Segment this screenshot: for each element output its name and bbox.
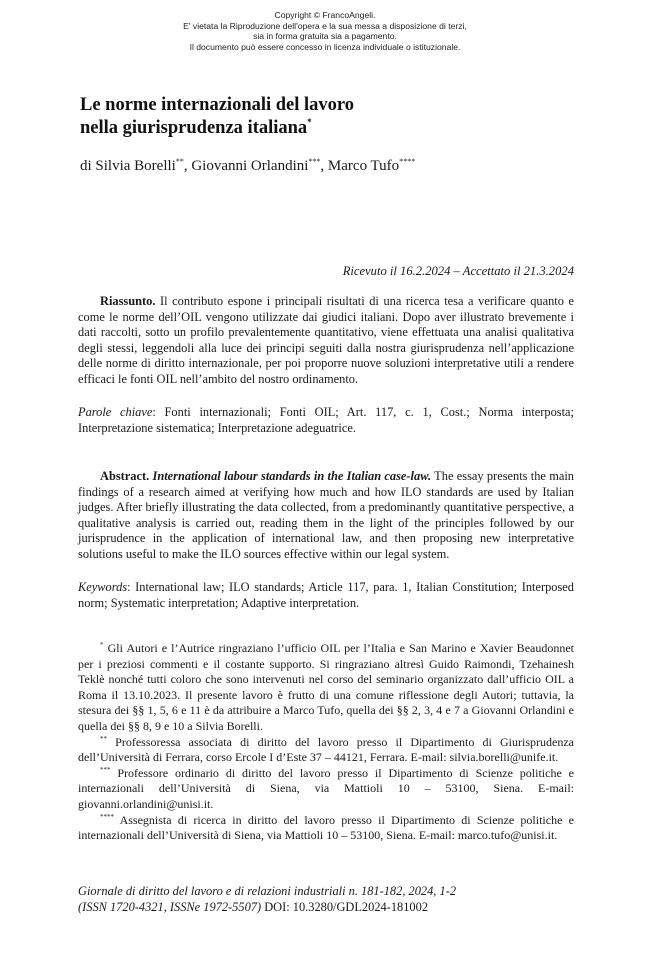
journal-identifiers <box>78 899 578 915</box>
riassunto-text: Il contributo espone i principali risultati di una ricerca tesa a verificare quanto e come le norme dell’OIL vengono utilizzate dai giudici italiani. Dopo aver illustrato brevemente i dati raccolti, sotto un profilo prevalentemente quantitativo, viene effettuata una analisi qualitativa degli stessi, leggendoli alla luce dei principi seguiti dalla nostra giurisprudenza nell’applicazione delle norme di diritto internazionale, per poi proporre nuove soluzioni interpretative utili a rendere efficaci le fonti OIL nell’ambito del nostro ordinamento. <box>78 294 574 386</box>
parole-chiave-paragraph <box>78 405 574 436</box>
title-footnote-mark[interactable]: * <box>307 117 312 127</box>
footnote-mark: **** <box>100 812 114 821</box>
footnote <box>78 766 574 813</box>
author-prefix: di <box>80 158 96 174</box>
footnote-mark: ** <box>100 734 107 743</box>
keywords-text: : International law; ILO standards; Article 117, para. 1, Italian Constitution; Interposed norm; Systematic interpretation; Adaptive interpretation. <box>78 580 574 610</box>
journal-name: Giornale di diritto del lavoro e di relazioni industriali n. 181-182, 2024, 1-2 <box>78 884 457 898</box>
parole-chiave-label: Parole chiave <box>78 405 153 419</box>
footnotes <box>78 641 574 844</box>
keywords-label: Keywords <box>78 580 128 594</box>
keywords-paragraph <box>78 580 574 611</box>
footnote-text: Professore ordinario di diritto del lavoro presso il Dipartimento di Scienze politiche e internazionali dell’Università di Siena, via Mattioli 10 – 53100, Siena. E-mail: giovanni.orlandini@unisi.it. <box>78 765 574 811</box>
abstract-paragraph <box>78 469 574 563</box>
article-title <box>80 94 580 140</box>
parole-chiave-section <box>78 405 574 436</box>
received-accepted-dates: Ricevuto il 16.2.2024 – Accettato il 21.3.2024 <box>342 264 574 278</box>
abstract-label: Abstract. <box>100 469 150 483</box>
footnote-mark: *** <box>100 765 111 774</box>
journal-issn: (ISSN 1720-4321, ISSNe 1972-5507) <box>78 900 262 914</box>
footnote <box>78 813 574 844</box>
author-name: Giovanni Orlandini <box>191 158 309 174</box>
abstract-title: International labour standards in the Italian case-law. <box>152 469 432 483</box>
parole-chiave-text: : Fonti internazionali; Fonti OIL; Art. 117, c. 1, Cost.; Norma interposta; Interpretazione sistematica; Interpretazione adeguatrice. <box>78 405 574 435</box>
footnote-text: Professoressa associata di diritto del lavoro presso il Dipartimento di Giurisprudenza dell’Università di Ferrara, corso Ercole I d’Este 37 – 44121, Ferrara. E-mail: silvia.borelli@unife.it. <box>78 734 574 765</box>
author-name: Silvia Borelli <box>95 158 176 174</box>
journal-doi[interactable]: DOI: 10.3280/GDL2024-181002 <box>261 900 429 914</box>
copyright-line: Il documento può essere concesso in licenza individuale o istituzionale. <box>189 41 461 52</box>
copyright-notice <box>0 10 650 52</box>
author-line <box>80 157 580 175</box>
copyright-line: sia in forma gratuita sia a pagamento. <box>253 31 397 42</box>
copyright-line: Copyright © FrancoAngeli. <box>274 10 376 20</box>
author-footnote-mark[interactable]: *** <box>308 157 321 166</box>
title-line-2-text: nella giurisprudenza italiana <box>80 118 308 138</box>
footnote <box>78 735 574 766</box>
author-footnote-mark[interactable]: **** <box>399 157 416 166</box>
abstract-section <box>78 469 574 563</box>
footnote-mark: * <box>100 641 104 649</box>
footnote-text: Gli Autori e l’Autrice ringraziano l’ufficio OIL per l’Italia e San Marino e Xavier Beaudonnet per i preziosi commenti e il costante supporto. Si ringraziano altresì Guido Raimondi, Tzehainesh Teklè nonché tutti coloro che sono intervenuti nel corso del seminario organizzato dall’ufficio OIL a Roma il 13.10.2023. Il presente lavoro è frutto di una comune riflessione degli Autori; tuttavia, la stesura dei §§ 1, 5, 6 e 11 è da attribuire a Marco Tufo, quella dei §§ 2, 3, 4 e 7 a Giovanni Orlandini e quella dei §§ 8, 9 e 10 a Silvia Borelli. <box>78 641 574 733</box>
abstract-text: The essay presents the main findings of a research aimed at verifying how much and how ILO standards are used by Italian judges. After briefly illustrating the data collected, from a predominantly quantitative perspective, a qualitative analysis is carried out, reading them in the light of the principles followed by our jurisprudence in the application of international law, and then proposing new interpretative solutions useful to make the ILO sources effective within our legal system. <box>78 469 574 561</box>
footnote-text: Assegnista di ricerca in diritto del lavoro presso il Dipartimento di Scienze politiche e internazionali dell’Università di Siena, via Mattioli 10 – 53100, Siena. E-mail: marco.tufo@unisi.it. <box>78 812 574 843</box>
riassunto-paragraph <box>78 294 574 388</box>
journal-citation <box>78 883 578 915</box>
author-name: Marco Tufo <box>327 158 400 174</box>
author-footnote-mark[interactable]: ** <box>175 157 184 166</box>
riassunto-label: Riassunto. <box>100 294 156 308</box>
title-line-1: Le norme internazionali del lavoro <box>80 95 355 115</box>
footnote <box>78 641 574 735</box>
copyright-line: E' vietata la Riproduzione dell'opera e la sua messa a disposizione di terzi, <box>183 20 467 31</box>
riassunto-section <box>78 294 574 388</box>
author-separator: , <box>320 158 328 174</box>
title-line-2 <box>80 117 580 140</box>
author-separator: , <box>183 158 192 174</box>
keywords-section <box>78 580 574 611</box>
